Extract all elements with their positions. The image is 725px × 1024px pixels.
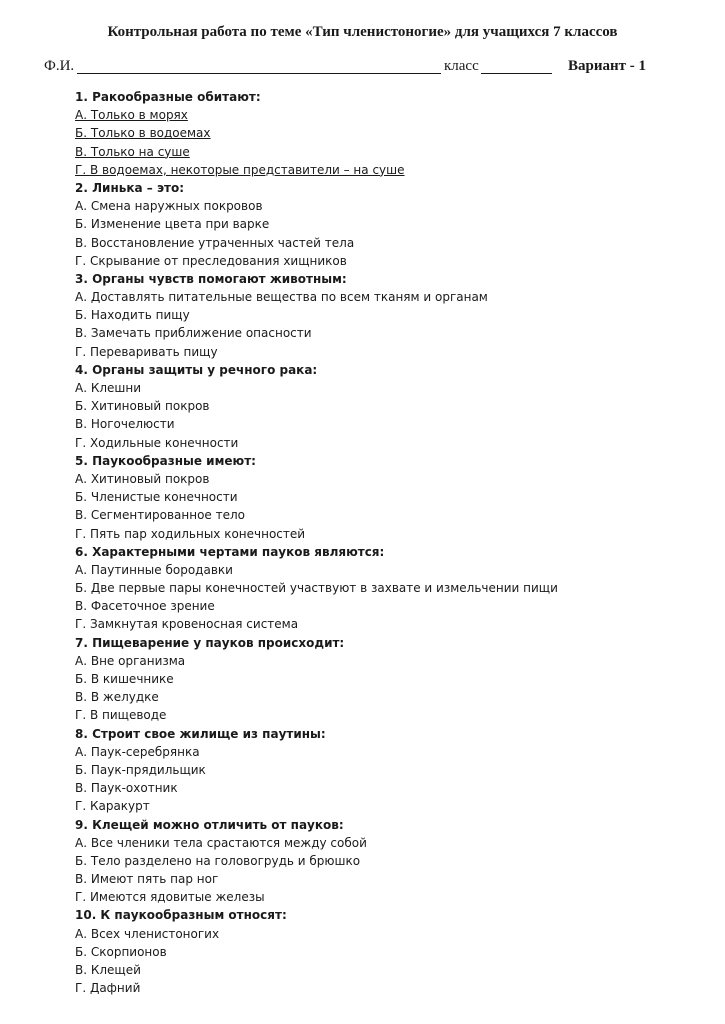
answer-option: Г. В пищеводе — [75, 708, 167, 723]
question-title: 4. Органы защиты у речного рака: — [75, 362, 318, 377]
answer-option: Б. Паук-прядильщик — [75, 762, 206, 777]
answer-option: В. Восстановление утраченных частей тела — [75, 235, 355, 250]
answer-option: Г. Переваривать пищу — [75, 344, 218, 359]
answer-option: Г. Каракурт — [75, 799, 150, 814]
answer-option: Г. Дафний — [75, 981, 141, 996]
answer-option: В. Ногочелюсти — [75, 417, 175, 432]
question-title: 2. Линька – это: — [75, 180, 185, 195]
class-blank-field[interactable] — [481, 73, 552, 74]
answer-option: Б. Две первые пары конечностей участвуют в захвате и измельчении пищи — [75, 581, 558, 596]
fio-blank-field[interactable] — [77, 73, 441, 74]
answer-option: А. Паутинные бородавки — [75, 562, 233, 577]
question-title: 5. Паукообразные имеют: — [75, 453, 256, 468]
question-block — [75, 725, 695, 816]
question-block — [75, 88, 695, 179]
answer-option: А. Все членики тела срастаются между собой — [75, 835, 367, 850]
answer-option: В. Сегментированное тело — [75, 508, 245, 523]
answer-option: А. Паук-серебрянка — [75, 744, 200, 759]
question-title: 7. Пищеварение у пауков происходит: — [75, 635, 345, 650]
question-block — [75, 816, 695, 907]
question-block — [75, 270, 695, 361]
answer-option: Б. Скорпионов — [75, 944, 167, 959]
answer-option: Б. В кишечнике — [75, 672, 174, 686]
answer-option: Б. Хитиновый покров — [75, 399, 210, 414]
answer-option: В. Клещей — [75, 963, 141, 977]
answer-option: В. Фасеточное зрение — [75, 599, 215, 614]
page-title: Контрольная работа по теме «Тип членистоногие» для учащихся 7 классов — [107, 24, 618, 40]
question-block — [75, 361, 695, 452]
question-block — [75, 543, 695, 634]
question-block — [75, 452, 695, 543]
question-list — [75, 88, 695, 997]
question-title: 1. Ракообразные обитают: — [75, 90, 261, 104]
answer-option: А. Доставлять питательные вещества по всем тканям и органам — [75, 290, 488, 305]
answer-option: Б. Находить пищу — [75, 308, 190, 323]
answer-option: Г. Замкнутая кровеносная система — [75, 617, 299, 632]
answer-option: Б. Тело разделено на головогрудь и брюшко — [75, 853, 361, 868]
student-info-line — [44, 58, 684, 78]
answer-option: В. Имеют пять пар ног — [75, 872, 219, 887]
answer-option: А. Хитиновый покров — [75, 471, 210, 486]
answer-option: Г. В водоемах, некоторые представители – на суше — [75, 162, 405, 177]
variant-label: Вариант - 1 — [568, 58, 646, 74]
question-title: 6. Характерными чертами пауков являются: — [75, 544, 385, 559]
answer-option: Б. Членистые конечности — [75, 490, 238, 505]
answer-option: Г. Имеются ядовитые железы — [75, 890, 265, 905]
answer-option: Б. Только в водоемах — [75, 126, 211, 141]
answer-option: В. Замечать приближение опасности — [75, 326, 312, 341]
answer-option: Б. Изменение цвета при варке — [75, 217, 270, 232]
question-block — [75, 179, 695, 270]
answer-option: А. Всех членистоногих — [75, 926, 220, 941]
answer-option: В. Паук-охотник — [75, 781, 178, 796]
question-block — [75, 634, 695, 725]
fio-label: Ф.И. — [44, 58, 75, 74]
class-label: класс — [444, 58, 479, 74]
answer-option: В. Только на суше — [75, 144, 190, 159]
answer-option: А. Только в морях — [75, 108, 188, 123]
answer-option: В. В желудке — [75, 690, 159, 705]
question-title: 9. Клещей можно отличить от пауков: — [75, 817, 344, 832]
answer-option: А. Клешни — [75, 381, 142, 395]
answer-option: А. Смена наружных покровов — [75, 199, 263, 214]
answer-option: Г. Скрывание от преследования хищников — [75, 253, 347, 268]
answer-option: Г. Пять пар ходильных конечностей — [75, 526, 306, 541]
answer-option: А. Вне организма — [75, 653, 186, 668]
answer-option: Г. Ходильные конечности — [75, 435, 239, 450]
question-title: 3. Органы чувств помогают животным: — [75, 271, 347, 286]
question-title: 8. Строит свое жилище из паутины: — [75, 726, 326, 741]
question-title: 10. К паукообразным относят: — [75, 908, 287, 923]
question-block — [75, 906, 695, 997]
